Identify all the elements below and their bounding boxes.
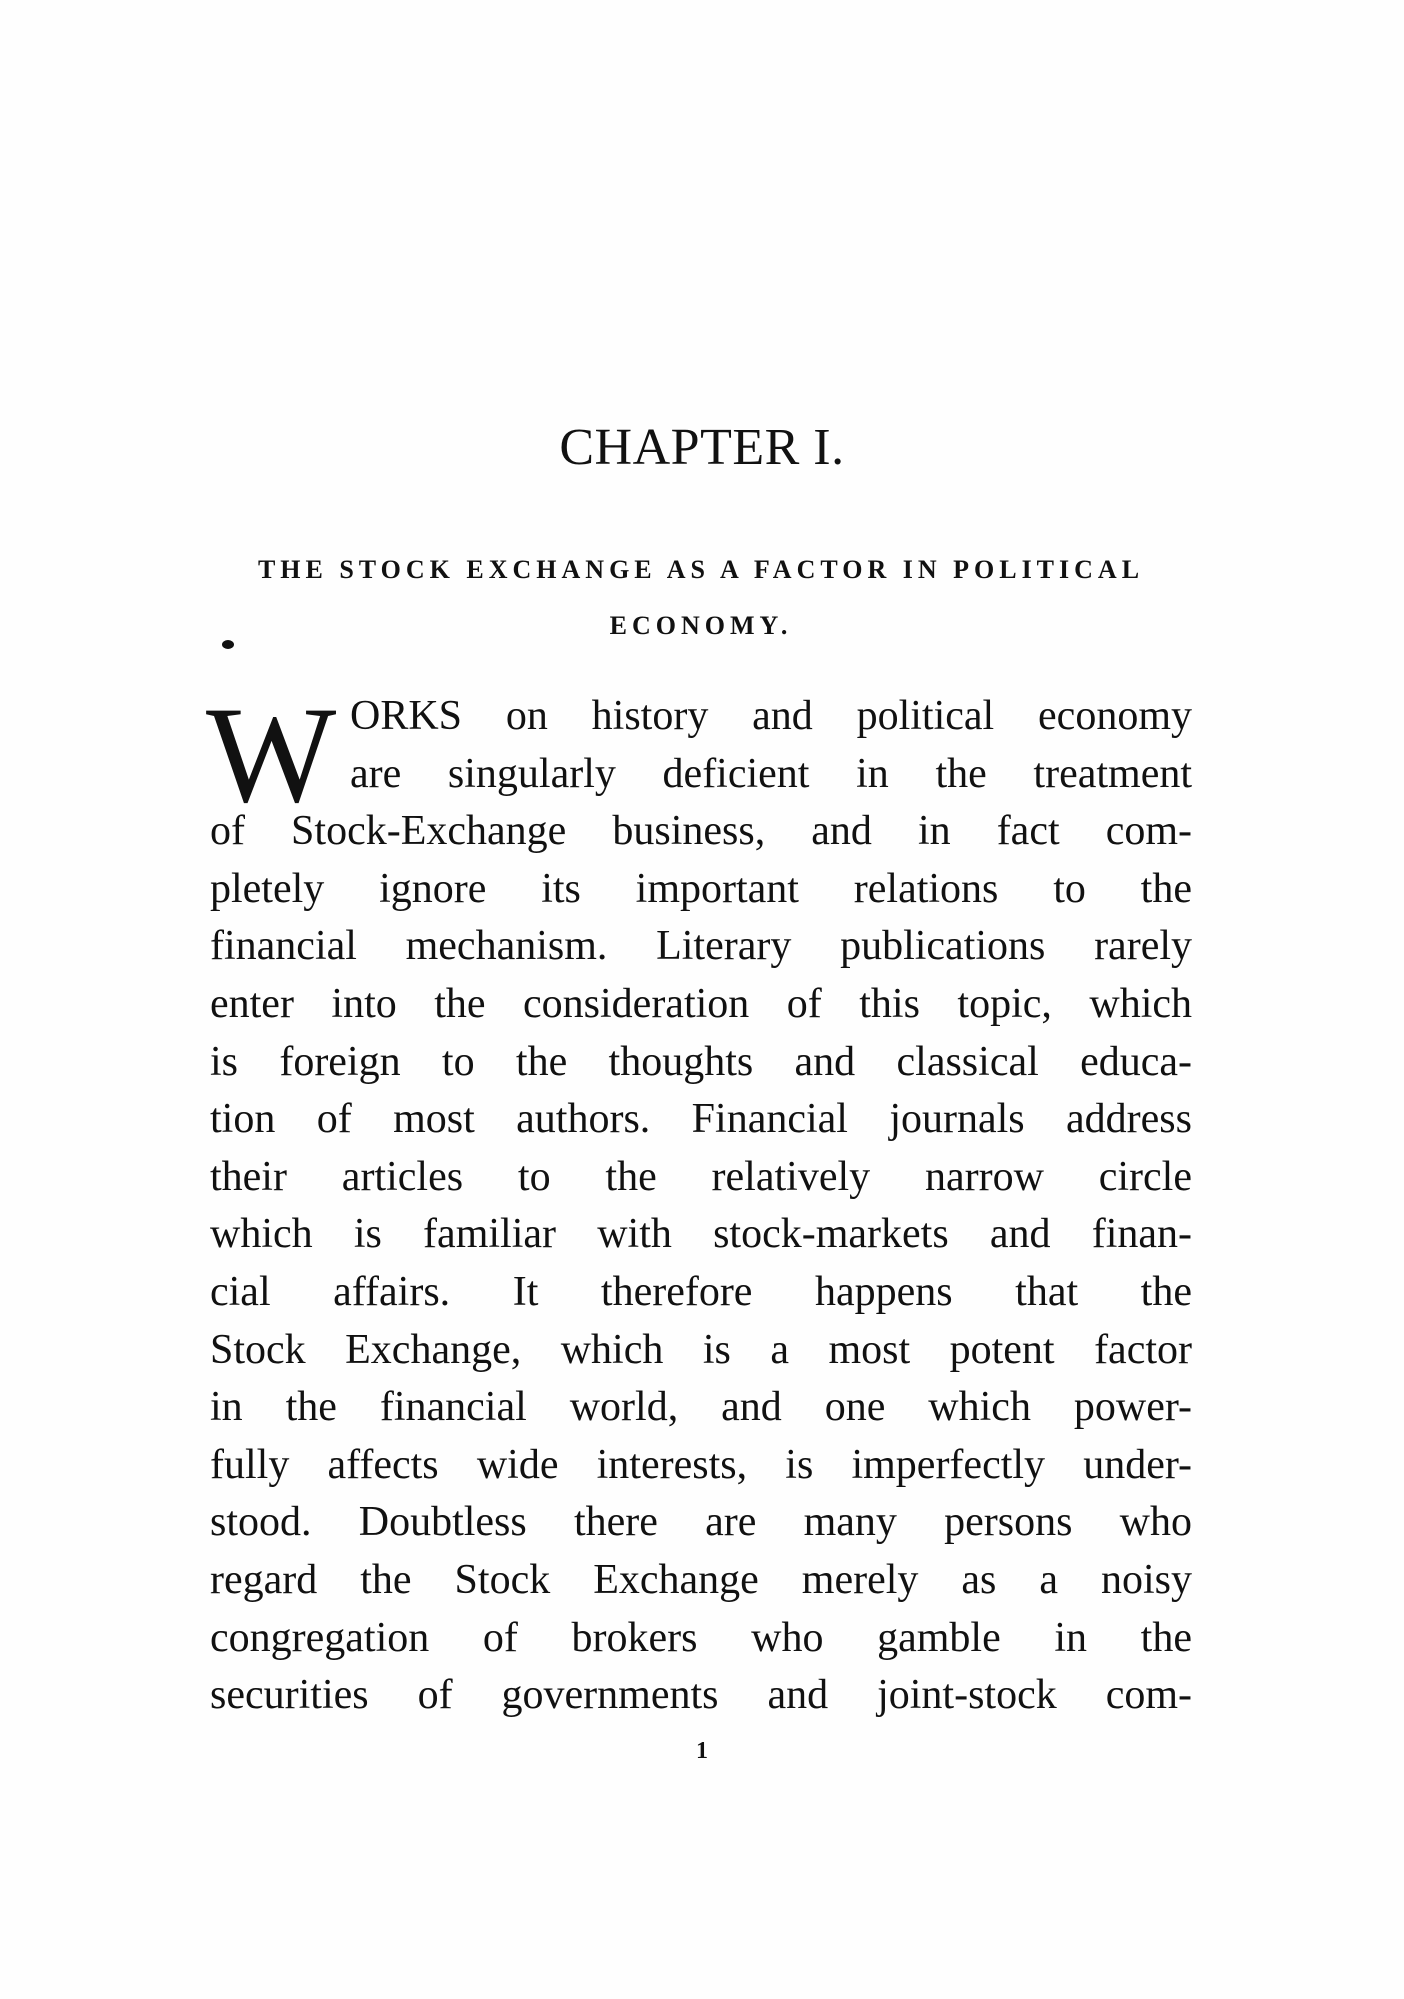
chapter-subtitle: THE STOCK EXCHANGE AS A FACTOR IN POLITICAL ECONOMY. — [257, 555, 1145, 640]
text-line-1: ORKS on history and political economy — [350, 693, 1192, 739]
ink-blot — [222, 640, 234, 649]
text-line-4: pletely ignore its important relations to the — [210, 865, 1192, 912]
text-line-6: enter into the consideration of this topic, which — [210, 980, 1192, 1027]
text-line-10: which is familiar with stock-markets and finan- — [210, 1211, 1192, 1258]
text-line-2: are singularly deficient in the treatment — [350, 750, 1192, 797]
text-line-14: fully affects wide interests, is imperfectly under- — [210, 1441, 1192, 1488]
text-line-18: securities of governments and joint-stock com- — [210, 1672, 1192, 1719]
text-line-15: stood. Doubtless there are many persons who — [210, 1499, 1192, 1546]
text-line-11: cial affairs. It therefore happens that the — [210, 1268, 1192, 1315]
body-paragraph — [210, 688, 1192, 1725]
text-line-13: in the financial world, and one which power- — [210, 1384, 1192, 1431]
drop-cap: W — [206, 678, 337, 831]
text-line-9: their articles to the relatively narrow circle — [210, 1153, 1192, 1200]
text-line-3: of Stock-Exchange business, and in fact com- — [210, 808, 1192, 855]
text-line-8: tion of most authors. Financial journals address — [210, 1096, 1192, 1143]
page-number: 1 — [696, 1738, 708, 1764]
chapter-title: CHAPTER I. — [559, 419, 845, 476]
text-line-17: congregation of brokers who gamble in the — [210, 1614, 1192, 1661]
text-line-5: financial mechanism. Literary publications rarely — [210, 923, 1192, 970]
text-line-7: is foreign to the thoughts and classical educa- — [210, 1038, 1192, 1085]
text-line-16: regard the Stock Exchange merely as a noisy — [210, 1556, 1192, 1603]
text-line-12: Stock Exchange, which is a most potent factor — [210, 1326, 1192, 1373]
